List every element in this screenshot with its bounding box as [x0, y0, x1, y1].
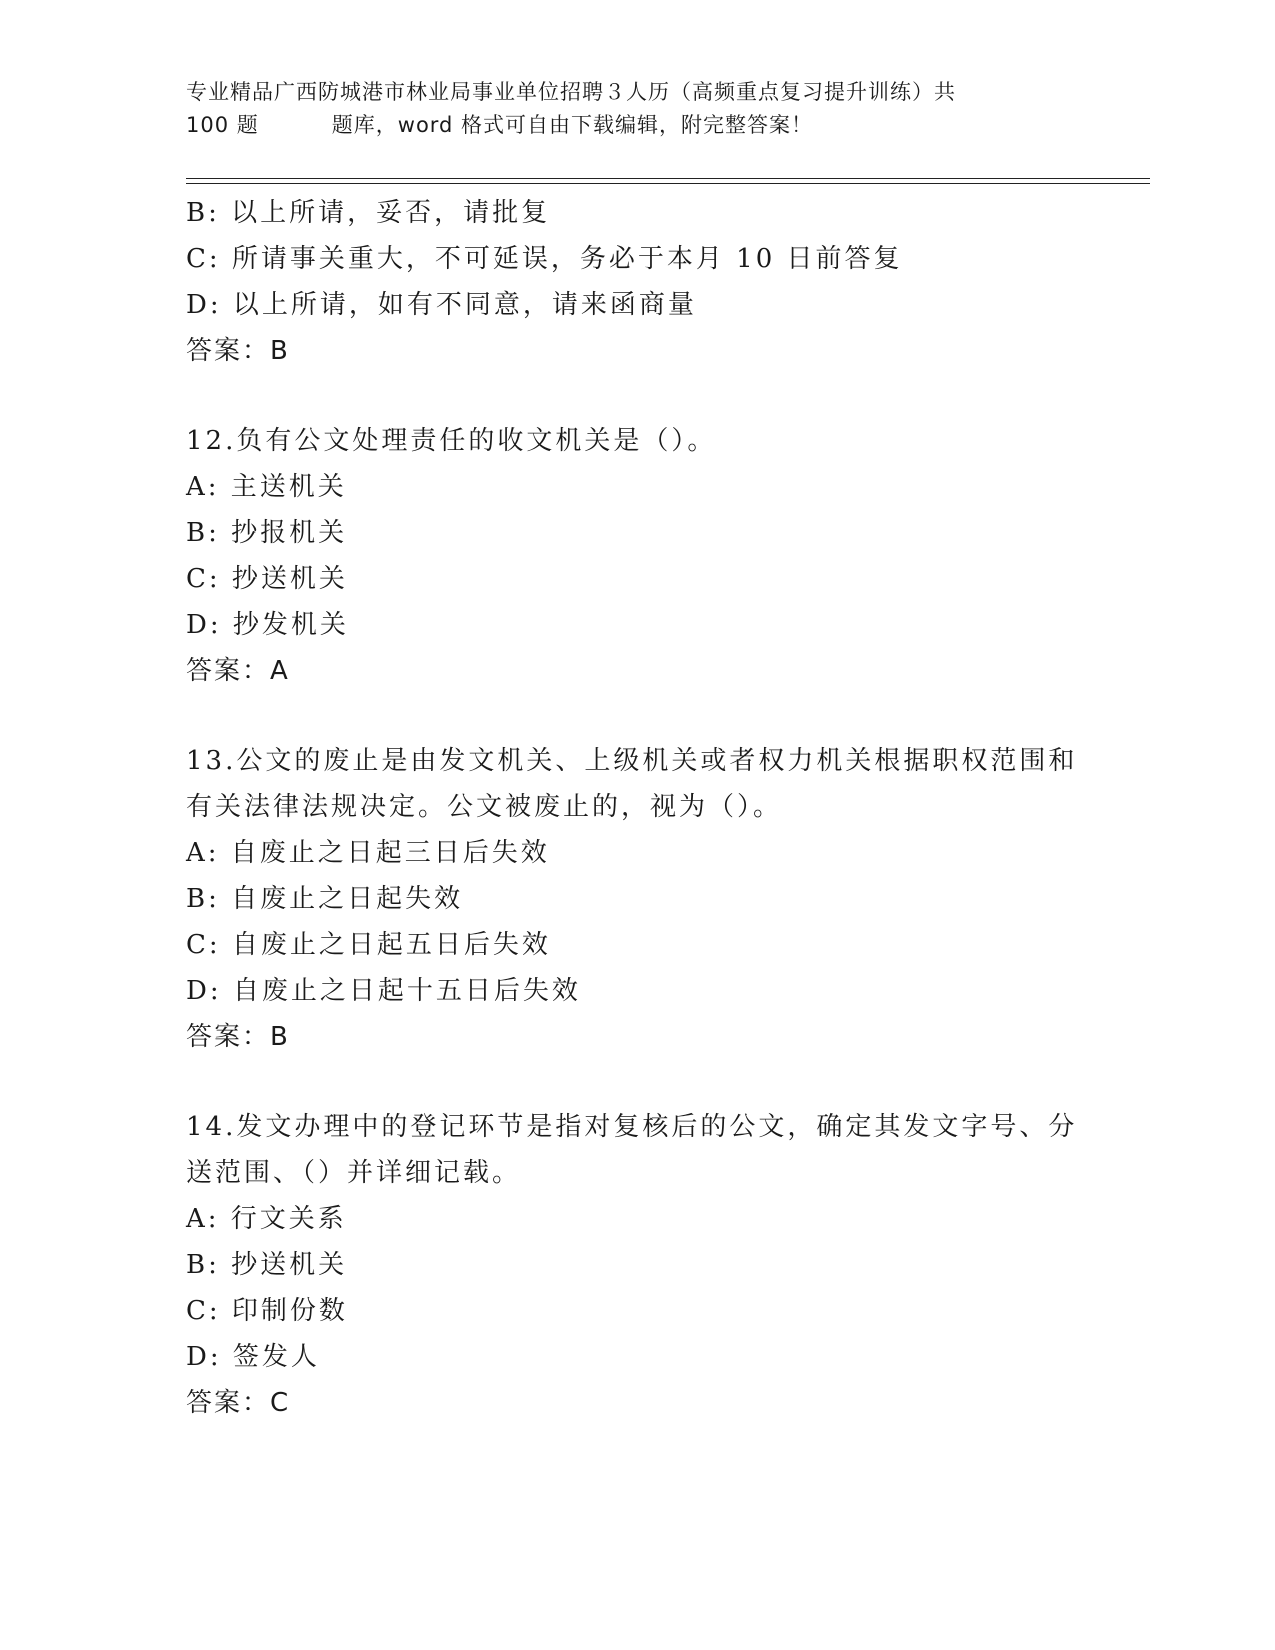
option-d: D: 自废止之日起十五日后失效: [186, 976, 581, 1006]
document-header: [186, 76, 1066, 142]
option-b: B: 以上所请，妥否，请批复: [186, 198, 551, 228]
question-text: 12.负有公文处理责任的收文机关是（）。: [186, 426, 717, 456]
question-13: [186, 738, 1086, 1060]
option-d: D: 抄发机关: [186, 610, 349, 640]
header-divider-bottom: [186, 183, 1150, 184]
option-b: B: 抄报机关: [186, 518, 348, 548]
question-text-line1: 13.公文的废止是由发文机关、上级机关或者权力机关根据职权范围和: [186, 746, 1078, 776]
option-c: C: 抄送机关: [186, 564, 348, 594]
option-c: C: 自废止之日起五日后失效: [186, 930, 551, 960]
question-text-line2: 送范围、（）并详细记载。: [186, 1158, 522, 1188]
question-text-line2: 有关法律法规决定。公文被废止的，视为（）。: [186, 792, 783, 822]
option-d: D: 签发人: [186, 1342, 320, 1372]
option-a: A: 行文关系: [186, 1204, 347, 1234]
question-text-line1: 14.发文办理中的登记环节是指对复核后的公文，确定其发文字号、分: [186, 1112, 1078, 1142]
answer-line: 答案：A: [186, 656, 290, 686]
option-b: B: 自废止之日起失效: [186, 884, 464, 914]
header-title-line2: [186, 109, 1066, 142]
option-d: D: 以上所请，如有不同意，请来函商量: [186, 290, 697, 320]
answer-line: 答案：B: [186, 336, 290, 366]
question-14: [186, 1104, 1086, 1426]
option-a: A: 自废止之日起三日后失效: [186, 838, 550, 868]
option-c: C: 印制份数: [186, 1296, 348, 1326]
option-a: A: 主送机关: [186, 472, 347, 502]
option-c: C: 所请事关重大，不可延误，务必于本月 10 日前答复: [186, 244, 903, 274]
question-content: [186, 190, 1086, 1426]
header-title-line1: 专业精品广西防城港市林业局事业单位招聘３人历（高频重点复习提升训练）共: [186, 80, 956, 104]
option-b: B: 抄送机关: [186, 1250, 348, 1280]
header-description: 题库，word 格式可自由下载编辑，附完整答案！: [331, 113, 814, 137]
answer-line: 答案：B: [186, 1022, 290, 1052]
question-12: [186, 418, 1086, 694]
header-count: 100 题: [186, 113, 259, 137]
answer-line: 答案：C: [186, 1388, 291, 1418]
header-divider-top: [186, 178, 1150, 179]
prev-question: [186, 190, 1086, 374]
